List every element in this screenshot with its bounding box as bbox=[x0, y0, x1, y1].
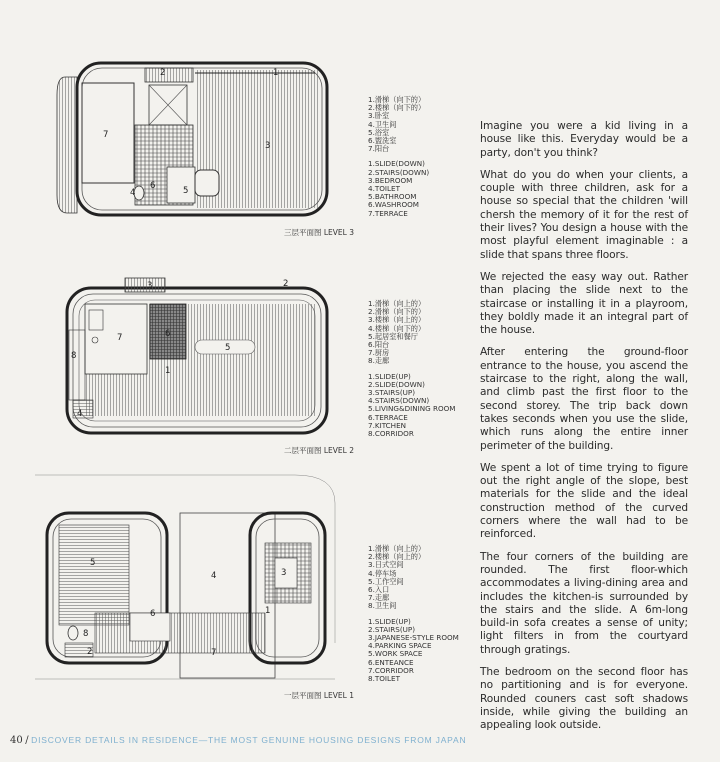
footer-title: DISCOVER DETAILS IN RESIDENCE—THE MOST GENUINE HOUSING DESIGNS FROM JAPAN bbox=[31, 735, 467, 745]
level2-label-6: 6 bbox=[165, 329, 171, 339]
legend-item: 5.工作空间 bbox=[368, 576, 404, 586]
level1-floor-plan bbox=[35, 463, 375, 693]
footer-separator: / bbox=[25, 735, 29, 746]
level1-label-1: 1 bbox=[265, 606, 271, 616]
legend-item: 2.楼梯（向上的） bbox=[368, 552, 426, 562]
level3-label-6: 6 bbox=[150, 181, 156, 191]
level1-label-8: 8 bbox=[83, 629, 89, 639]
level1-label-7: 7 bbox=[211, 648, 217, 658]
legend-item: 8.TOILET bbox=[368, 674, 400, 684]
paragraph: Imagine you were a kid living in a house like this. Everyday would be a party, don't you think? bbox=[480, 120, 688, 159]
legend-item: 5.起居室和餐厅 bbox=[368, 331, 418, 341]
level3-floor-plan bbox=[55, 55, 345, 225]
legend-item: 4.PARKING SPACE bbox=[368, 641, 432, 651]
legend-item: 7.走廊 bbox=[368, 593, 390, 603]
legend-item: 6.入口 bbox=[368, 585, 390, 595]
page-number: 40 bbox=[10, 735, 23, 746]
level1-caption: 一层平面图 LEVEL 1 bbox=[284, 691, 355, 700]
level3-caption: 三层平面图 LEVEL 3 bbox=[284, 228, 355, 237]
legend-item: 2.STAIRS(DOWN) bbox=[368, 167, 430, 177]
legend-item: 2.滑梯（向下的） bbox=[368, 307, 426, 317]
legend-item: 7.阳台 bbox=[368, 144, 390, 154]
level2-caption: 二层平面图 LEVEL 2 bbox=[284, 446, 355, 455]
legend-item: 4.停车场 bbox=[368, 568, 397, 578]
level3-label-1: 1 bbox=[273, 68, 279, 78]
level3-label-3: 3 bbox=[265, 141, 271, 151]
level3-label-5: 5 bbox=[183, 186, 189, 196]
legend-item: 6.阳台 bbox=[368, 340, 390, 350]
legend-item: 2.楼梯（向下的） bbox=[368, 103, 426, 113]
level2-label-4: 4 bbox=[77, 409, 83, 419]
level3-label-4: 4 bbox=[130, 188, 136, 198]
level1-label-4: 4 bbox=[211, 571, 217, 581]
level2-label-5: 5 bbox=[225, 343, 231, 353]
level2-label-8: 8 bbox=[71, 351, 77, 361]
legend-item: 5.浴室 bbox=[368, 127, 390, 137]
level2-label-2: 2 bbox=[283, 279, 289, 289]
paragraph: After entering the ground-floor entrance to the house, you ascend the staircase to the right, along the wall, and climb past the first floor to the second storey. The trip back down takes seconds when you use the slide, which runs along the entire inner perimeter of the building. bbox=[480, 346, 688, 452]
legend-item: 7.厨房 bbox=[368, 348, 390, 358]
paragraph: What do you do when your clients, a couple with three children, ask for a house so special that the children 'will chersh the memory of it for the rest of their lives? You design a house with the most playful element imaginable : a slide that spans three floors. bbox=[480, 168, 688, 261]
legend-item: 5.LIVING&DINING ROOM bbox=[368, 404, 456, 414]
level3-label-7: 7 bbox=[103, 130, 109, 140]
article-text bbox=[480, 120, 688, 741]
legend-item: 4.楼梯（向下的） bbox=[368, 323, 426, 333]
legend-item: 1.SLIDE(UP) bbox=[368, 616, 411, 626]
paragraph: We rejected the easy way out. Rather than placing the slide next to the staircase or installing it in a playroom, they boldly made it an integral part of the house. bbox=[480, 270, 688, 337]
legend-item: 6.盥洗室 bbox=[368, 136, 397, 146]
legend-item: 1.滑梯（向下的） bbox=[368, 95, 426, 104]
legend-item: 1.滑梯（向上的） bbox=[368, 299, 426, 308]
legend-item: 3.JAPANESE-STYLE ROOM bbox=[368, 633, 459, 643]
paragraph: The four corners of the building are rounded. The first floor-which accommodates a living-dining area and includes the kitchen-is surrounded by the stairs and the slide. A 6m-long build-in sofa creates a sense of unity; light filters in from the courtyard through gratings. bbox=[480, 550, 688, 656]
legend-item: 1.滑梯（向上的） bbox=[368, 544, 426, 553]
level1-label-5: 5 bbox=[90, 558, 96, 568]
level2-legend bbox=[368, 300, 455, 438]
legend-item: 5.WORK SPACE bbox=[368, 649, 423, 659]
legend-item: 7.TERRACE bbox=[368, 208, 408, 218]
level1-label-6: 6 bbox=[150, 609, 156, 619]
level3-legend bbox=[368, 96, 429, 218]
page-footer bbox=[10, 735, 466, 746]
level1-label-2: 2 bbox=[87, 647, 93, 657]
paragraph: We spent a lot of time trying to figure out the right angle of the slope, best materials for the slide and the ideal construction method of the curved corners where the wall had to be reinforced. bbox=[480, 461, 688, 541]
level1-legend bbox=[368, 545, 459, 683]
legend-item: 4.TOILET bbox=[368, 184, 400, 194]
level3-label-2: 2 bbox=[160, 68, 166, 78]
legend-item: 4.卫生间 bbox=[368, 119, 397, 129]
legend-item: 6.TERRACE bbox=[368, 412, 408, 422]
legend-item: 1.SLIDE(UP) bbox=[368, 371, 411, 381]
legend-item: 3.卧室 bbox=[368, 111, 390, 121]
legend-item: 3.STAIRS(UP) bbox=[368, 388, 416, 398]
legend-item: 8.卫生间 bbox=[368, 601, 397, 611]
legend-item: 3.BEDROOM bbox=[368, 175, 413, 185]
level1-label-3: 3 bbox=[281, 568, 287, 578]
paragraph: The bedroom on the second floor has no partitioning and is for everyone. Rounded couners cast soft shadows inside, while giving the building an appealing look outside. bbox=[480, 665, 688, 732]
level2-label-1: 1 bbox=[165, 366, 171, 376]
legend-item: 4.STAIRS(DOWN) bbox=[368, 396, 430, 406]
legend-item: 8.走廊 bbox=[368, 356, 390, 366]
legend-item: 3.日式空间 bbox=[368, 560, 404, 570]
legend-item: 6.ENTEANCE bbox=[368, 657, 414, 667]
legend-item: 7.CORRIDOR bbox=[368, 665, 414, 675]
legend-item: 7.KITCHEN bbox=[368, 420, 407, 430]
legend-item: 2.STAIRS(UP) bbox=[368, 624, 416, 634]
legend-item: 5.BATHROOM bbox=[368, 192, 417, 202]
legend-item: 8.CORRIDOR bbox=[368, 429, 414, 439]
legend-item: 1.SLIDE(DOWN) bbox=[368, 159, 425, 169]
legend-item: 6.WASHROOM bbox=[368, 200, 419, 210]
level2-label-3: 3 bbox=[147, 281, 153, 291]
legend-item: 2.SLIDE(DOWN) bbox=[368, 379, 425, 389]
legend-item: 3.楼梯（向上的） bbox=[368, 315, 426, 325]
level2-floor-plan bbox=[55, 270, 345, 440]
level2-label-7: 7 bbox=[117, 333, 123, 343]
